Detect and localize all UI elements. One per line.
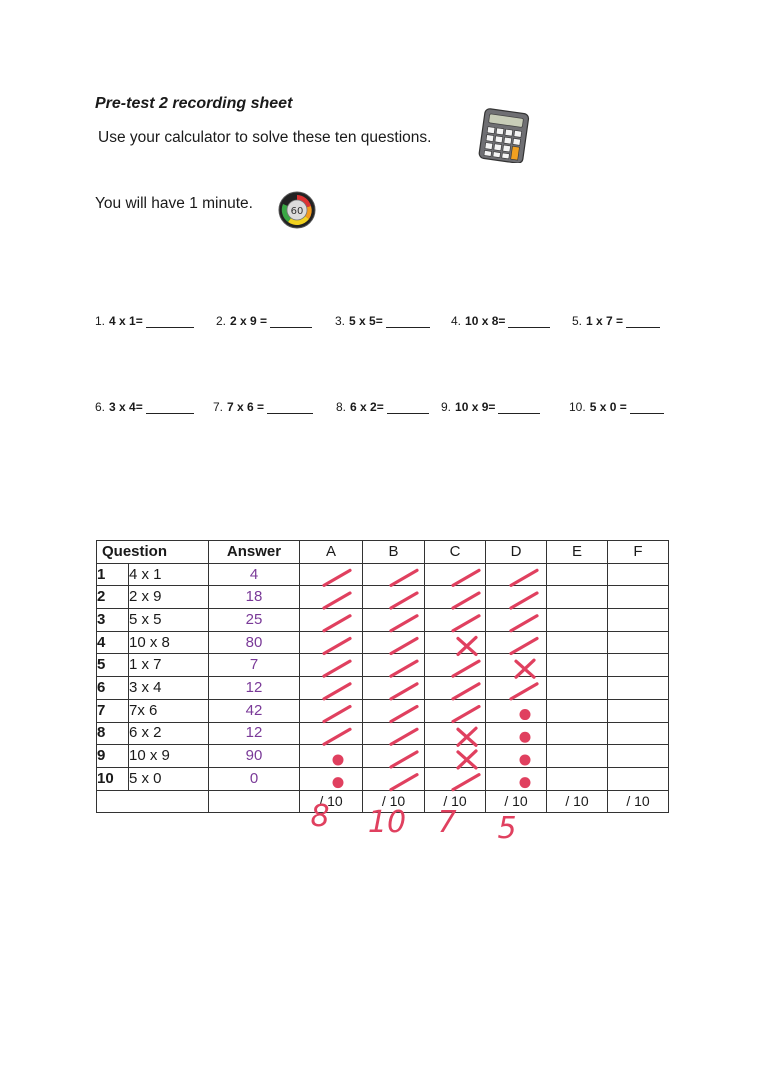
instruction-text: Use your calculator to solve these ten questions. bbox=[98, 129, 432, 146]
answer-value: 0 bbox=[209, 767, 300, 790]
table-row bbox=[97, 699, 669, 722]
mark-cell-b bbox=[363, 722, 425, 745]
mark-cell-c bbox=[425, 609, 486, 632]
answer-value: 42 bbox=[209, 699, 300, 722]
table-row bbox=[97, 767, 669, 790]
mark-cell-b bbox=[363, 631, 425, 654]
mark-cell-d bbox=[486, 654, 547, 677]
mark-cell-f bbox=[608, 722, 669, 745]
mark-cell-c bbox=[425, 722, 486, 745]
header-question: Question bbox=[97, 541, 209, 564]
question-6: 6. 3 x 4= bbox=[95, 400, 194, 414]
table-row bbox=[97, 745, 669, 768]
score-blank bbox=[97, 790, 209, 813]
question-4: 4. 10 x 8= bbox=[451, 314, 550, 328]
handwritten-score-b: 10 bbox=[367, 805, 407, 840]
mark-cell-c bbox=[425, 745, 486, 768]
mark-cell-f bbox=[608, 767, 669, 790]
question-2: 2. 2 x 9 = bbox=[216, 314, 312, 328]
question-1: 1. 4 x 1= bbox=[95, 314, 194, 328]
header-f: F bbox=[608, 541, 669, 564]
answer-value: 18 bbox=[209, 586, 300, 609]
answer-value: 12 bbox=[209, 722, 300, 745]
question-number: 1 bbox=[97, 563, 129, 586]
table-row bbox=[97, 722, 669, 745]
question-number: 3 bbox=[97, 609, 129, 632]
question-expression: 10 x 9 bbox=[129, 745, 209, 768]
handwritten-score-a: 8 bbox=[310, 799, 330, 834]
mark-cell-b bbox=[363, 699, 425, 722]
mark-cell-e bbox=[547, 631, 608, 654]
mark-cell-c bbox=[425, 699, 486, 722]
mark-cell-a bbox=[300, 654, 363, 677]
question-expression: 3 x 4 bbox=[129, 677, 209, 700]
table-row bbox=[97, 631, 669, 654]
question-9: 9. 10 x 9= bbox=[441, 400, 540, 414]
mark-cell-d bbox=[486, 722, 547, 745]
mark-cell-a bbox=[300, 767, 363, 790]
question-expression: 5 x 0 bbox=[129, 767, 209, 790]
mark-cell-c bbox=[425, 563, 486, 586]
mark-cell-f bbox=[608, 586, 669, 609]
header-c: C bbox=[425, 541, 486, 564]
mark-cell-e bbox=[547, 609, 608, 632]
mark-cell-d bbox=[486, 677, 547, 700]
mark-cell-e bbox=[547, 699, 608, 722]
mark-cell-b bbox=[363, 745, 425, 768]
question-expression: 4 x 1 bbox=[129, 563, 209, 586]
mark-cell-a bbox=[300, 586, 363, 609]
mark-cell-d bbox=[486, 699, 547, 722]
answer-value: 80 bbox=[209, 631, 300, 654]
mark-cell-a bbox=[300, 745, 363, 768]
mark-cell-a bbox=[300, 631, 363, 654]
mark-cell-b bbox=[363, 677, 425, 700]
mark-cell-e bbox=[547, 745, 608, 768]
mark-cell-a bbox=[300, 722, 363, 745]
score-cell-a: / 10 bbox=[300, 790, 363, 813]
table-row bbox=[97, 563, 669, 586]
table-header-row bbox=[97, 541, 669, 564]
question-7: 7. 7 x 6 = bbox=[213, 400, 313, 414]
table-row bbox=[97, 586, 669, 609]
answer-value: 7 bbox=[209, 654, 300, 677]
mark-cell-d bbox=[486, 631, 547, 654]
mark-cell-e bbox=[547, 767, 608, 790]
timer-label: 60 bbox=[290, 206, 304, 217]
mark-cell-d bbox=[486, 563, 547, 586]
header-d: D bbox=[486, 541, 547, 564]
question-10: 10. 5 x 0 = bbox=[569, 400, 664, 414]
question-number: 2 bbox=[97, 586, 129, 609]
mark-cell-e bbox=[547, 677, 608, 700]
question-3: 3. 5 x 5= bbox=[335, 314, 430, 328]
mark-cell-c bbox=[425, 586, 486, 609]
mark-cell-e bbox=[547, 586, 608, 609]
question-number: 4 bbox=[97, 631, 129, 654]
mark-cell-d bbox=[486, 586, 547, 609]
handwritten-score-d: 5 bbox=[497, 811, 517, 846]
question-5: 5. 1 x 7 = bbox=[572, 314, 660, 328]
score-cell-c: / 10 bbox=[425, 790, 486, 813]
answer-value: 12 bbox=[209, 677, 300, 700]
score-row bbox=[97, 790, 669, 813]
mark-cell-f bbox=[608, 654, 669, 677]
mark-cell-a bbox=[300, 609, 363, 632]
mark-cell-b bbox=[363, 767, 425, 790]
mark-cell-f bbox=[608, 699, 669, 722]
mark-cell-b bbox=[363, 563, 425, 586]
question-expression: 1 x 7 bbox=[129, 654, 209, 677]
question-expression: 7x 6 bbox=[129, 699, 209, 722]
stopwatch-icon bbox=[276, 188, 318, 235]
score-cell-f: / 10 bbox=[608, 790, 669, 813]
mark-cell-f bbox=[608, 745, 669, 768]
question-number: 9 bbox=[97, 745, 129, 768]
table-row bbox=[97, 609, 669, 632]
score-cell-b: / 10 bbox=[363, 790, 425, 813]
mark-cell-c bbox=[425, 631, 486, 654]
question-expression: 10 x 8 bbox=[129, 631, 209, 654]
score-blank-answer bbox=[209, 790, 300, 813]
answer-value: 25 bbox=[209, 609, 300, 632]
question-number: 8 bbox=[97, 722, 129, 745]
question-expression: 2 x 9 bbox=[129, 586, 209, 609]
question-number: 6 bbox=[97, 677, 129, 700]
mark-cell-c bbox=[425, 767, 486, 790]
header-b: B bbox=[363, 541, 425, 564]
mark-cell-e bbox=[547, 722, 608, 745]
recording-table bbox=[96, 540, 669, 813]
question-number: 7 bbox=[97, 699, 129, 722]
header-a: A bbox=[300, 541, 363, 564]
score-cell-e: / 10 bbox=[547, 790, 608, 813]
answer-value: 90 bbox=[209, 745, 300, 768]
handwritten-score-c: 7 bbox=[437, 805, 457, 840]
mark-cell-f bbox=[608, 631, 669, 654]
calculator-icon bbox=[476, 107, 532, 168]
mark-cell-e bbox=[547, 563, 608, 586]
mark-cell-d bbox=[486, 767, 547, 790]
question-expression: 6 x 2 bbox=[129, 722, 209, 745]
table-row bbox=[97, 654, 669, 677]
answer-value: 4 bbox=[209, 563, 300, 586]
score-cell-d: / 10 bbox=[486, 790, 547, 813]
mark-cell-b bbox=[363, 586, 425, 609]
header-e: E bbox=[547, 541, 608, 564]
mark-cell-c bbox=[425, 677, 486, 700]
mark-cell-b bbox=[363, 609, 425, 632]
time-note: You will have 1 minute. bbox=[95, 195, 253, 212]
mark-cell-a bbox=[300, 677, 363, 700]
sheet-title: Pre-test 2 recording sheet bbox=[95, 95, 293, 112]
question-number: 5 bbox=[97, 654, 129, 677]
mark-cell-f bbox=[608, 609, 669, 632]
mark-cell-a bbox=[300, 699, 363, 722]
mark-cell-a bbox=[300, 563, 363, 586]
mark-cell-f bbox=[608, 677, 669, 700]
table-row bbox=[97, 677, 669, 700]
mark-cell-c bbox=[425, 654, 486, 677]
mark-cell-f bbox=[608, 563, 669, 586]
mark-cell-e bbox=[547, 654, 608, 677]
question-8: 8. 6 x 2= bbox=[336, 400, 429, 414]
mark-cell-d bbox=[486, 609, 547, 632]
question-number: 10 bbox=[97, 767, 129, 790]
mark-cell-d bbox=[486, 745, 547, 768]
question-expression: 5 x 5 bbox=[129, 609, 209, 632]
header-answer: Answer bbox=[209, 541, 300, 564]
mark-cell-b bbox=[363, 654, 425, 677]
